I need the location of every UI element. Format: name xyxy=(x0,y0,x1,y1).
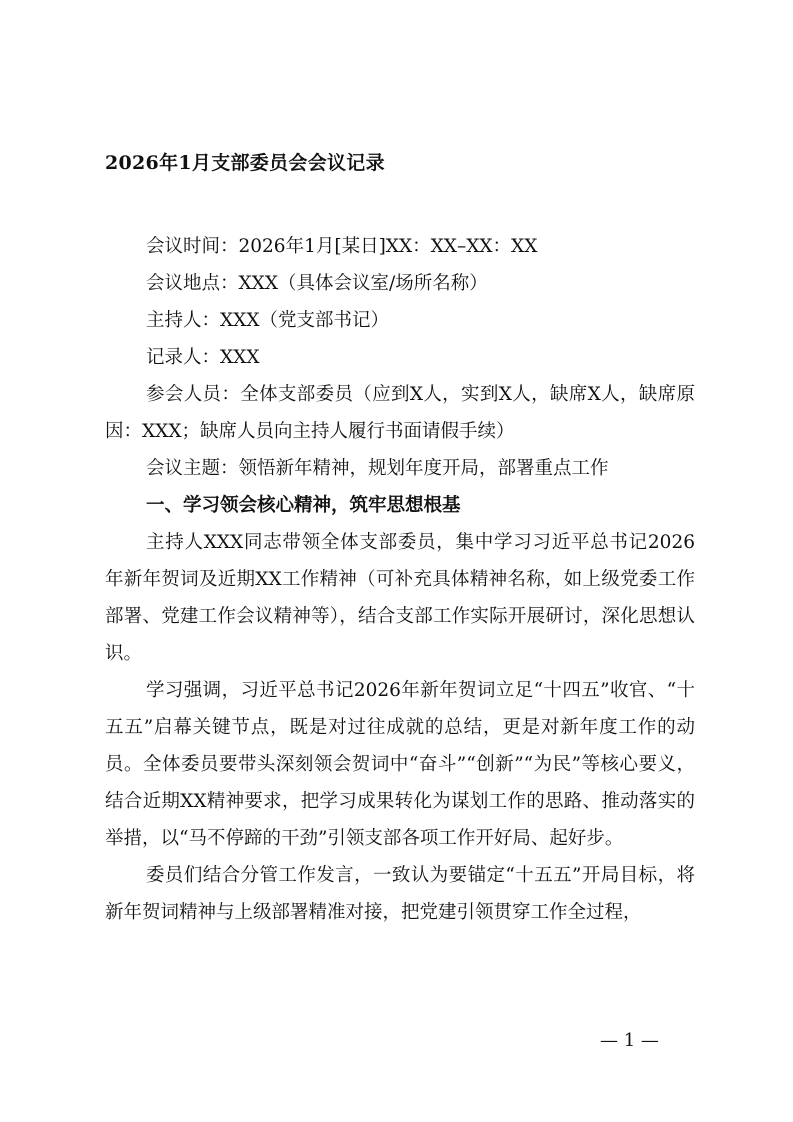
meeting-recorder: 记录人：XXX xyxy=(146,347,260,368)
paragraph-2: 学习强调，习近平总书记2026年新年贺词立足“十四五”收官、“十五五”启幕关键节点，既是对过往成就的总结，更是对新年度工作的动员。全体委员要带头深刻领会贺词中“奋斗”“创新”“为民”等核心要义，结合近期XX精神要求，把学习成果转化为谋划工作的思路、推动落实的举措，以“马不停蹄的干劲”引领支部各项工作开好局、起好步。 xyxy=(105,680,695,849)
meeting-host: 主持人：XXX（党支部书记） xyxy=(146,310,390,331)
meeting-attendees: 参会人员：全体支部委员（应到X人，实到X人，缺席X人，缺席原因：XXX；缺席人员向主持人履行书面请假手续） xyxy=(105,384,695,442)
meeting-place: 会议地点：XXX（具体会议室/场所名称） xyxy=(146,273,488,294)
section-heading-1: 一、学习领会核心精神，筑牢思想根基 xyxy=(146,495,461,516)
paragraph-1: 主持人XXX同志带领全体支部委员，集中学习习近平总书记2026年新年贺词及近期XX工作精神（可补充具体精神名称，如上级党委工作部署、党建工作会议精神等），结合支部工作实际开展研讨，深化思想认识。 xyxy=(105,532,695,664)
document-body xyxy=(105,228,695,931)
meeting-time: 会议时间：2026年1月[某日]XX：XX–XX：XX xyxy=(146,236,538,257)
paragraph-3: 委员们结合分管工作发言，一致认为要锚定“十五五”开局目标，将新年贺词精神与上级部署精准对接，把党建引领贯穿工作全过程， xyxy=(105,865,695,923)
meeting-theme: 会议主题：领悟新年精神，规划年度开局，部署重点工作 xyxy=(146,458,609,479)
page-number: — 1 — xyxy=(600,1030,659,1051)
document-title: 2026年1月支部委员会会议记录 xyxy=(105,152,385,174)
